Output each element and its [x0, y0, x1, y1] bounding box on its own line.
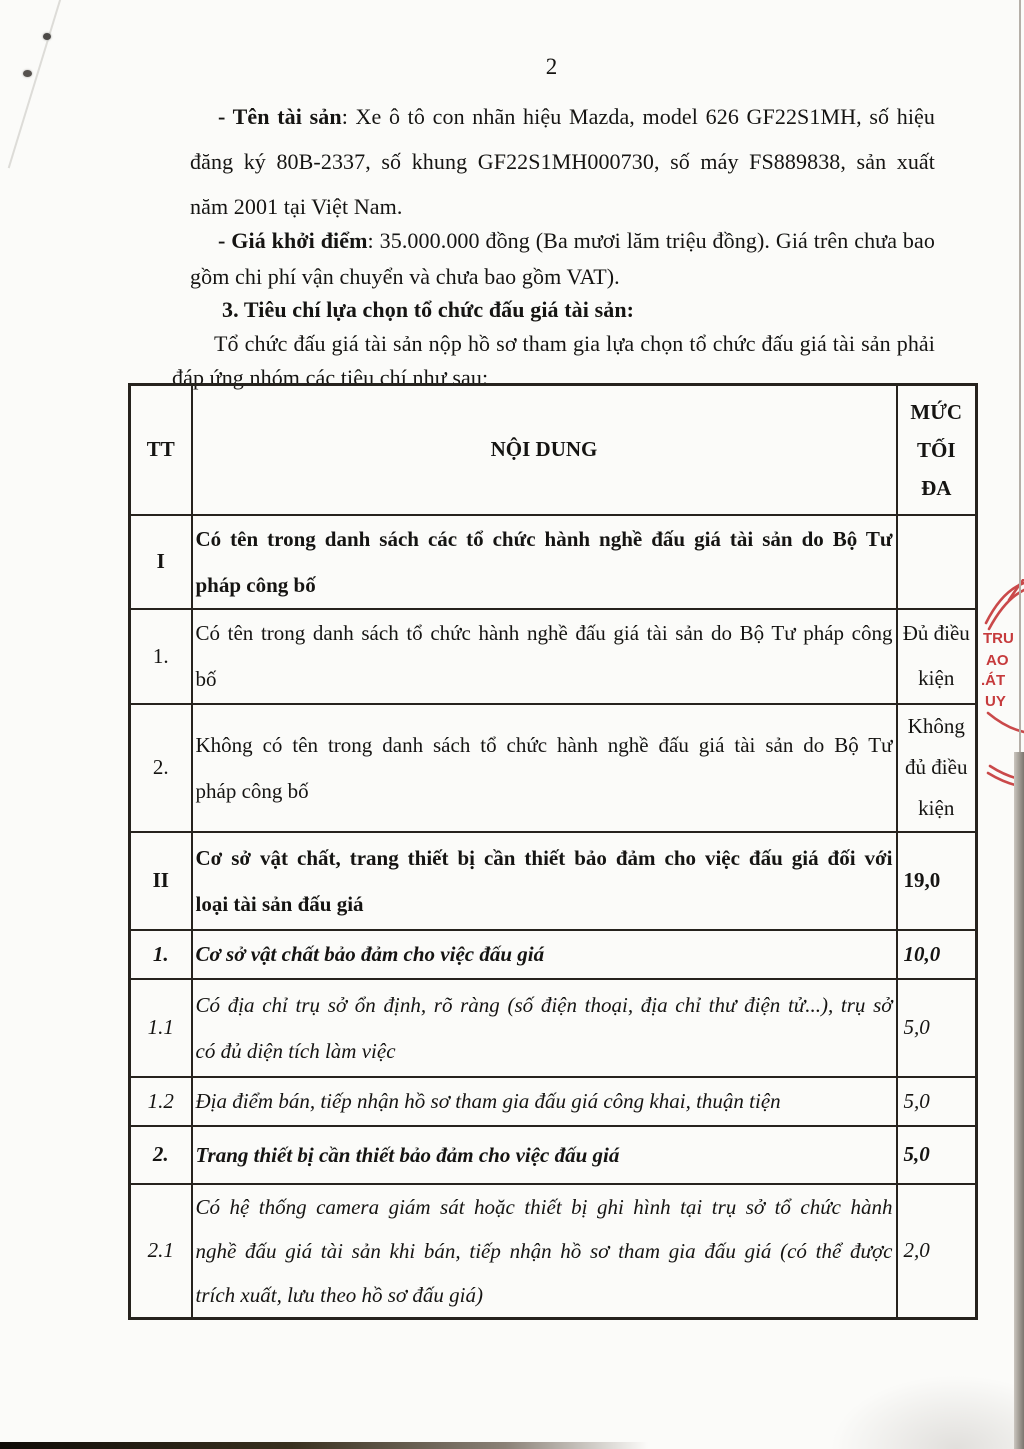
section-3-heading: 3. Tiêu chí lựa chọn tổ chức đấu giá tài sản: [222, 297, 635, 322]
row-content-line: pháp công bố [195, 778, 309, 803]
criteria-intro-line-2: đáp ứng nhóm các tiêu chí như sau: [172, 365, 489, 390]
row-content-line: Có tên trong danh sách tổ chức hành nghề đấu giá tài sản do Bộ Tư pháp công [195, 621, 893, 645]
criteria-intro-line-1: Tổ chức đấu giá tài sản nộp hồ sơ tham gia lựa chọn tổ chức đấu giá tài sản phải [214, 331, 935, 356]
row-content [192, 930, 897, 979]
table-row-II [130, 832, 977, 930]
row-label: 1. [130, 609, 192, 704]
row-content [192, 1184, 897, 1319]
row-label: 1. [130, 930, 192, 979]
row-content-line: có đủ diện tích làm việc [195, 1038, 396, 1063]
scan-shadow [830, 1375, 1024, 1449]
row-content-line: Địa điểm bán, tiếp nhận hồ sơ tham gia đấu giá công khai, thuận tiện [195, 1089, 781, 1113]
row-score: 10,0 [897, 930, 977, 979]
table-row-1-1 [130, 979, 977, 1077]
page-number: 2 [545, 54, 558, 79]
seal-text-fragment: .ÁT [981, 672, 1006, 689]
row-content-line: Cơ sở vật chất bảo đảm cho việc đấu giá [195, 942, 545, 966]
table-row-2 [130, 704, 977, 832]
seal-text-fragment: UY [985, 693, 1006, 710]
scan-dot-artifact [43, 33, 51, 40]
table-row-I [130, 515, 977, 609]
row-label: 2. [130, 1126, 192, 1184]
row-label: 2.1 [130, 1184, 192, 1319]
asset-name-line-1 [218, 104, 935, 130]
asset-name-label: - Tên tài sản [218, 104, 342, 129]
row-label: II [130, 832, 192, 930]
row-score: Đủ điều kiện [897, 609, 977, 704]
table-row-1-2 [130, 1077, 977, 1126]
row-score: 2,0 [897, 1184, 977, 1319]
row-content [192, 1126, 897, 1184]
starting-price-label: - Giá khởi điểm [218, 228, 368, 253]
starting-price-line-2: gồm chi phí vận chuyển và chưa bao gồm VAT). [190, 264, 620, 289]
asset-name-line-3: năm 2001 tại Việt Nam. [190, 194, 403, 219]
row-score: 5,0 [897, 979, 977, 1077]
row-score: 19,0 [897, 832, 977, 930]
row-content-line: bố [195, 667, 217, 691]
starting-price-text: : 35.000.000 đồng (Ba mươi lăm triệu đồng). Giá trên chưa bao [367, 228, 935, 253]
col-header-tt: TT [130, 385, 192, 515]
row-label: 1.1 [130, 979, 192, 1077]
row-content-line: loại tài sản đấu giá [195, 891, 364, 916]
row-content [192, 832, 897, 930]
row-content-line: Có tên trong danh sách các tổ chức hành nghề đấu giá tài sản do Bộ Tư [195, 526, 893, 551]
row-content-line: Cơ sở vật chất, trang thiết bị cần thiết bảo đảm cho việc đấu giá đối với [195, 845, 893, 870]
row-content [192, 515, 897, 609]
row-label: 2. [130, 704, 192, 832]
row-content-line: Có hệ thống camera giám sát hoặc thiết bị ghi hình tại trụ sở tổ chức hành [195, 1194, 893, 1219]
asset-name-line-2: đăng ký 80B-2337, số khung GF22S1MH000730, số máy FS889838, sản xuất [190, 149, 935, 174]
scan-scratch-mark [8, 0, 63, 168]
row-score: 5,0 [897, 1077, 977, 1126]
row-content [192, 704, 897, 832]
row-score [897, 515, 977, 609]
seal-text-fragment: AO [986, 652, 1009, 669]
row-content-line: pháp công bố [195, 572, 316, 597]
table-header-row [130, 385, 977, 515]
table-row-1-sub [130, 930, 977, 979]
col-header-max: MỨC TỐI ĐA [897, 385, 977, 515]
asset-name-text: : Xe ô tô con nhãn hiệu Mazda, model 626 GF22S1MH, số hiệu [341, 104, 935, 129]
row-content [192, 609, 897, 704]
table-row-2-sub [130, 1126, 977, 1184]
row-content-line: nghề đấu giá tài sản khi bán, tiếp nhận hồ sơ tham gia đấu giá (có thể được [195, 1238, 893, 1263]
row-content-line: Trang thiết bị cần thiết bảo đảm cho việc đấu giá [195, 1142, 620, 1167]
criteria-table [128, 383, 978, 1320]
starting-price-line-1 [218, 228, 935, 254]
row-score: Không đủ điều kiện [897, 704, 977, 832]
row-content-line: Có địa chỉ trụ sở ổn định, rõ ràng (số điện thoại, địa chỉ thư điện tử...), trụ sở [195, 992, 893, 1017]
row-content [192, 979, 897, 1077]
row-label: 1.2 [130, 1077, 192, 1126]
col-header-content: NỘI DUNG [192, 385, 897, 515]
row-label: I [130, 515, 192, 609]
scan-bottom-edge [0, 1442, 648, 1449]
paper-edge-shadow [1014, 752, 1024, 1449]
table-row-1 [130, 609, 977, 704]
seal-text-fragment: TRU [983, 630, 1014, 647]
scan-dot-artifact [23, 70, 32, 77]
row-content-line: trích xuất, lưu theo hồ sơ đấu giá) [195, 1282, 483, 1307]
row-content-line: Không có tên trong danh sách tổ chức hành nghề đấu giá tài sản do Bộ Tư [195, 732, 893, 757]
table-row-2-1 [130, 1184, 977, 1319]
row-score: 5,0 [897, 1126, 977, 1184]
row-content [192, 1077, 897, 1126]
